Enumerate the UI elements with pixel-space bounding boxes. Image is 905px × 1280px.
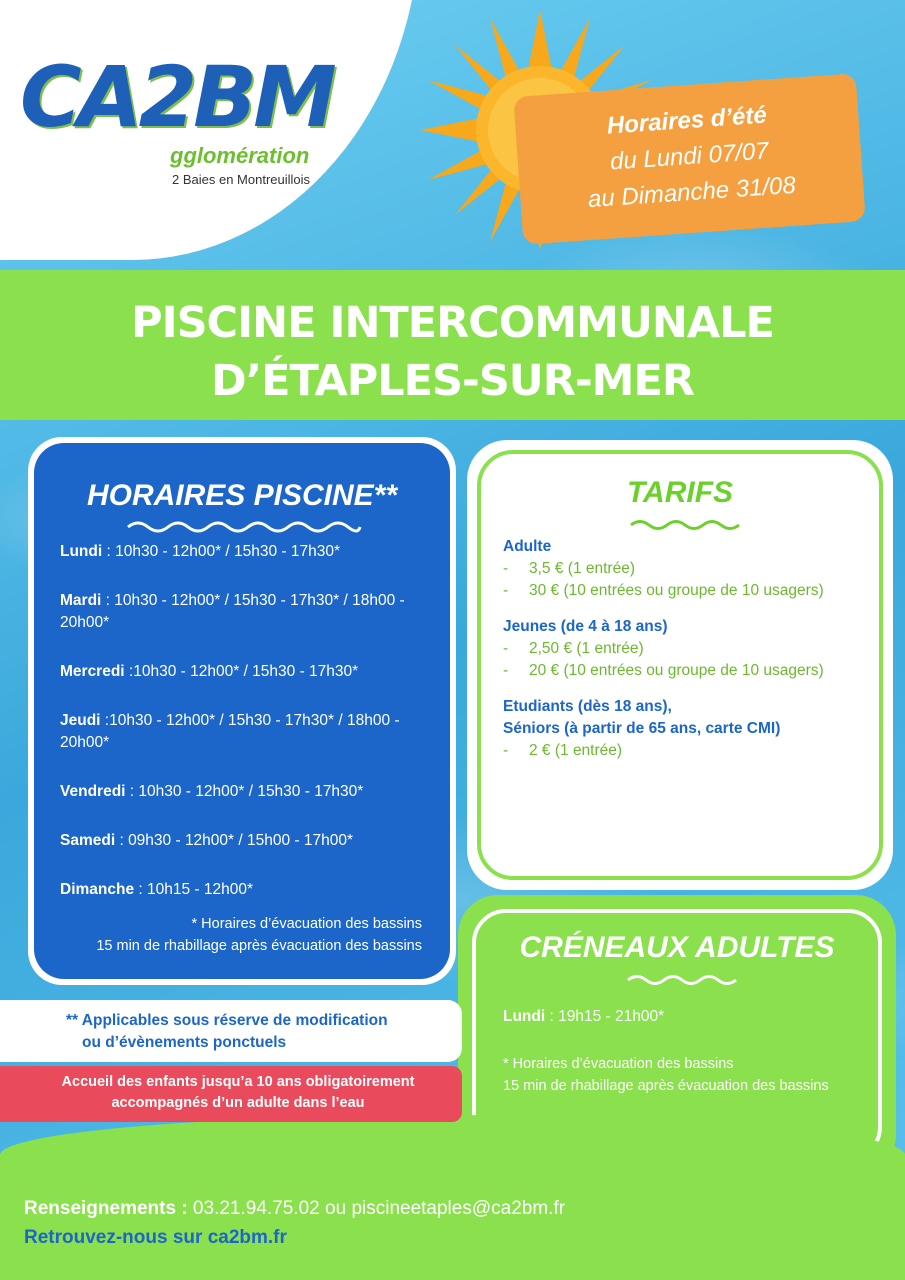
footer-website-link[interactable]: Retrouvez-nous sur ca2bm.fr [24, 1227, 287, 1248]
tarif-group-etudiants: Etudiants (dès 18 ans), Séniors (à partir de 65 ans, carte CMI) - 2 € (1 entrée) [503, 698, 781, 759]
hours-entry-samedi: Samedi : 09h30 - 12h00* / 15h00 - 17h00* [60, 832, 354, 849]
hours-entry-lundi: Lundi : 10h30 - 12h00* / 15h30 - 17h30* [60, 543, 341, 560]
ca2bm-logo [20, 38, 340, 198]
tarifs-list [503, 536, 893, 776]
tarifs-title: TARIFS [626, 476, 734, 509]
children-notice-line2: accompagnés d’un adulte dans l’eau [111, 1095, 365, 1111]
summer-end: au Dimanche 31/08 [587, 171, 797, 214]
tarifs-card [467, 440, 893, 890]
disclaimer-line1: ** Applicables sous réserve de modification [66, 1012, 388, 1029]
children-notice [0, 1066, 462, 1122]
hours-entry-mardi: Mardi : 10h30 - 12h00* / 15h30 - 17h30* / 18h00 - 20h00* [60, 592, 405, 631]
logo-brand: CA2BM [20, 48, 333, 146]
footer-phone[interactable]: 03.21.94.75.02 [187, 1198, 320, 1219]
hours-list [60, 541, 440, 928]
footer-email[interactable]: piscineetaples@ca2bm.fr [351, 1198, 566, 1219]
wave-divider-icon [626, 973, 738, 987]
disclaimer-line2: ou d’évènements ponctuels [82, 1034, 287, 1051]
children-notice-line1: Accueil des enfants jusqu’a 10 ans obligatoirement [61, 1074, 415, 1090]
footer-label: Renseignements : [24, 1198, 188, 1219]
summer-title: Horaires d’été [606, 101, 768, 140]
creneaux-entry-lundi: Lundi : 19h15 - 21h00* [503, 1008, 665, 1025]
footer-contact [24, 1198, 565, 1220]
hours-entry-dimanche: Dimanche : 10h15 - 12h00* [60, 881, 254, 898]
hours-entry-mercredi: Mercredi :10h30 - 12h00* / 15h30 - 17h30* [60, 663, 359, 680]
logo-subtitle: gglomération [170, 143, 310, 168]
tarif-group-adulte: Adulte - 3,5 € (1 entrée) - 30 € (10 entrées ou groupe de 10 usagers) [503, 538, 824, 599]
creneaux-title: CRÉNEAUX ADULTES [519, 931, 835, 964]
page-title-line2: D’ÉTAPLES-SUR-MER [211, 356, 694, 406]
page-title-line1: PISCINE INTERCOMMUNALE [131, 298, 774, 348]
hours-footnote: * Horaires d’évacuation des bassins 15 min de rhabillage après évacuation des bassins [96, 916, 422, 954]
hours-entry-jeudi: Jeudi :10h30 - 12h00* / 15h30 - 17h30* / 18h00 - 20h00* [60, 712, 400, 751]
summer-hours-label [513, 73, 865, 245]
creneaux-footnote: * Horaires d’évacuation des bassins 15 min de rhabillage après évacuation des bassins [503, 1056, 829, 1094]
summer-start: du Lundi 07/07 [609, 137, 770, 176]
title-band [0, 270, 905, 420]
logo-tagline: 2 Baies en Montreuillois [172, 172, 311, 187]
tarif-group-jeunes: Jeunes (de 4 à 18 ans) - 2,50 € (1 entrée) - 20 € (10 entrées ou groupe de 10 usagers) [503, 618, 824, 679]
disclaimer-band [0, 1000, 462, 1062]
hours-title: HORAIRES PISCINE** [86, 479, 398, 512]
wave-divider-icon [126, 519, 362, 535]
hours-entry-vendredi: Vendredi : 10h30 - 12h00* / 15h30 - 17h30* [60, 783, 364, 800]
wave-divider-icon [629, 518, 741, 532]
hours-card [28, 437, 456, 985]
footer-or: ou [319, 1198, 352, 1219]
